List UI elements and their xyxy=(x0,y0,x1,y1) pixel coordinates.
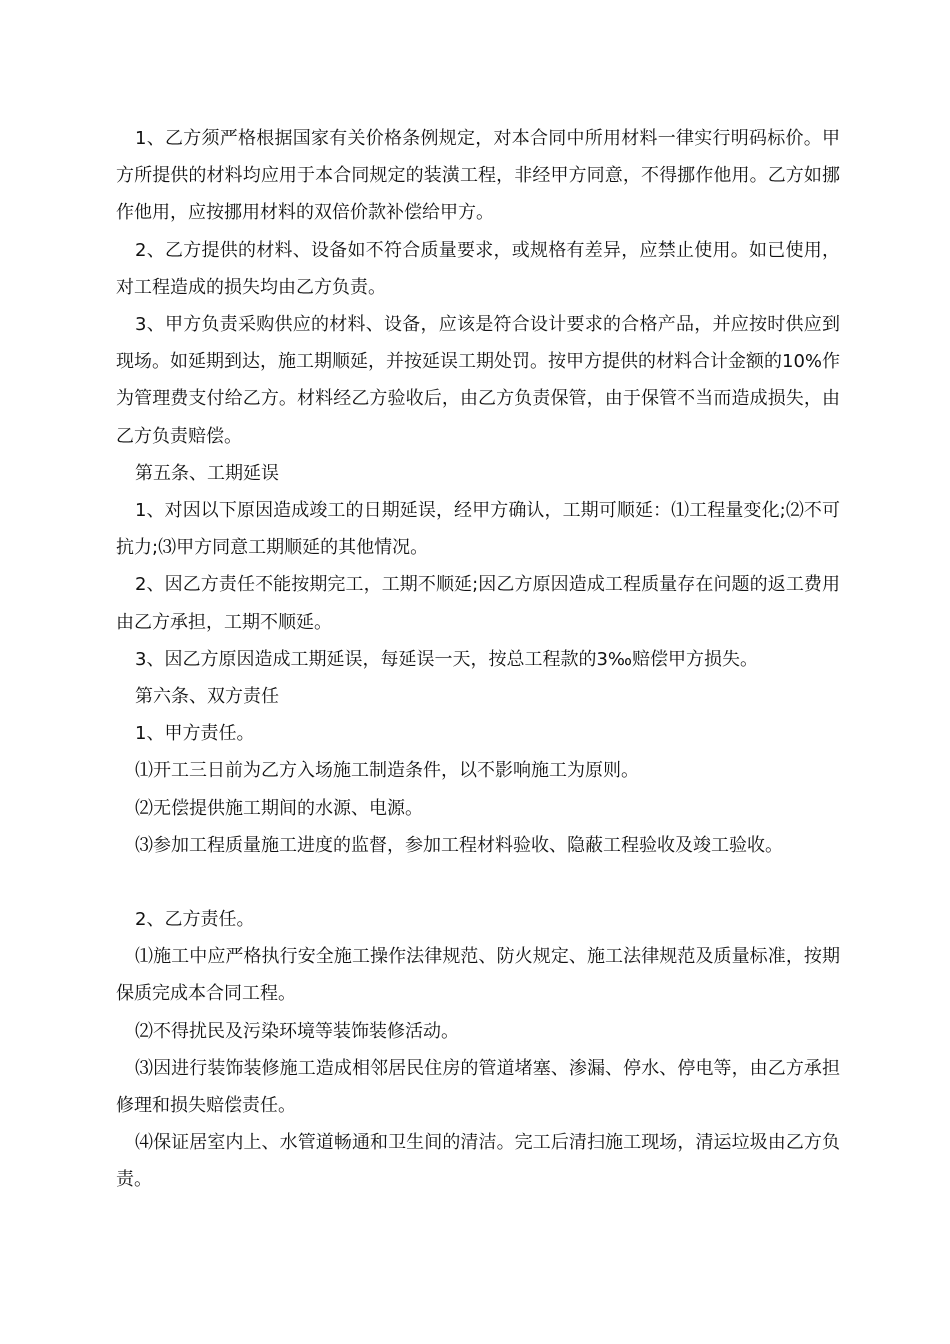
clause-5-item-2: 2、因乙方责任不能按期完工，工期不顺延;因乙方原因造成工程质量存在问题的返工费用由乙方承担，工期不顺延。 xyxy=(116,574,840,633)
clause-5-item-3: 3、因乙方原因造成工期延误，每延误一天，按总工程款的3‰赔偿甲方损失。 xyxy=(135,648,759,670)
party-b-responsibility-heading: 2、乙方责任。 xyxy=(135,909,255,931)
party-a-responsibility-heading: 1、甲方责任。 xyxy=(135,723,255,745)
party-b-item-2: ⑵不得扰民及污染环境等装饰装修活动。 xyxy=(135,1020,459,1042)
party-b-item-1: ⑴施工中应严格执行安全施工操作法律规范、防火规定、施工法律规范及质量标准，按期保质完成本合同工程。 xyxy=(116,946,840,1005)
clause-4-item-2: 2、乙方提供的材料、设备如不符合质量要求，或规格有差异，应禁止使用。如已使用，对工程造成的损失均由乙方负责。 xyxy=(116,239,840,298)
clause-4-item-3: 3、甲方负责采购供应的材料、设备，应该是符合设计要求的合格产品，并应按时供应到现场。如延期到达，施工期顺延，并按延误工期处罚。按甲方提供的材料合计金额的10%作为管理费支付给乙方。材料经乙方验收后，由乙方负责保管，由于保管不当而造成损失，由乙方负责赔偿。 xyxy=(116,314,841,447)
party-b-item-4: ⑷保证居室内上、水管道畅通和卫生间的清洁。完工后清扫施工现场，清运垃圾由乙方负责。 xyxy=(116,1132,840,1191)
party-a-item-3: ⑶参加工程质量施工进度的监督，参加工程材料验收、隐蔽工程验收及竣工验收。 xyxy=(135,834,783,856)
clause-5-item-1: 1、对因以下原因造成竣工的日期延误，经甲方确认，工期可顺延：⑴工程量变化;⑵不可抗力;⑶甲方同意工期顺延的其他情况。 xyxy=(116,500,840,559)
party-b-item-3: ⑶因进行装饰装修施工造成相邻居民住房的管道堵塞、渗漏、停水、停电等，由乙方承担修理和损失赔偿责任。 xyxy=(116,1057,840,1117)
section-heading-clause-6: 第六条、双方责任 xyxy=(135,686,279,708)
clause-4-item-1: 1、乙方须严格根据国家有关价格条例规定，对本合同中所用材料一律实行明码标价。甲方所提供的材料均应用于本合同规定的装潢工程，非经甲方同意，不得挪作他用。乙方如挪作他用，应按挪用材料的双倍价款补偿给甲方。 xyxy=(116,128,840,224)
document-body xyxy=(116,120,840,1199)
section-heading-clause-5: 第五条、工期延误 xyxy=(135,462,279,484)
blank-line xyxy=(116,864,840,901)
party-a-item-2: ⑵无偿提供施工期间的水源、电源。 xyxy=(135,797,423,819)
party-a-item-1: ⑴开工三日前为乙方入场施工制造条件，以不影响施工为原则。 xyxy=(135,760,639,782)
